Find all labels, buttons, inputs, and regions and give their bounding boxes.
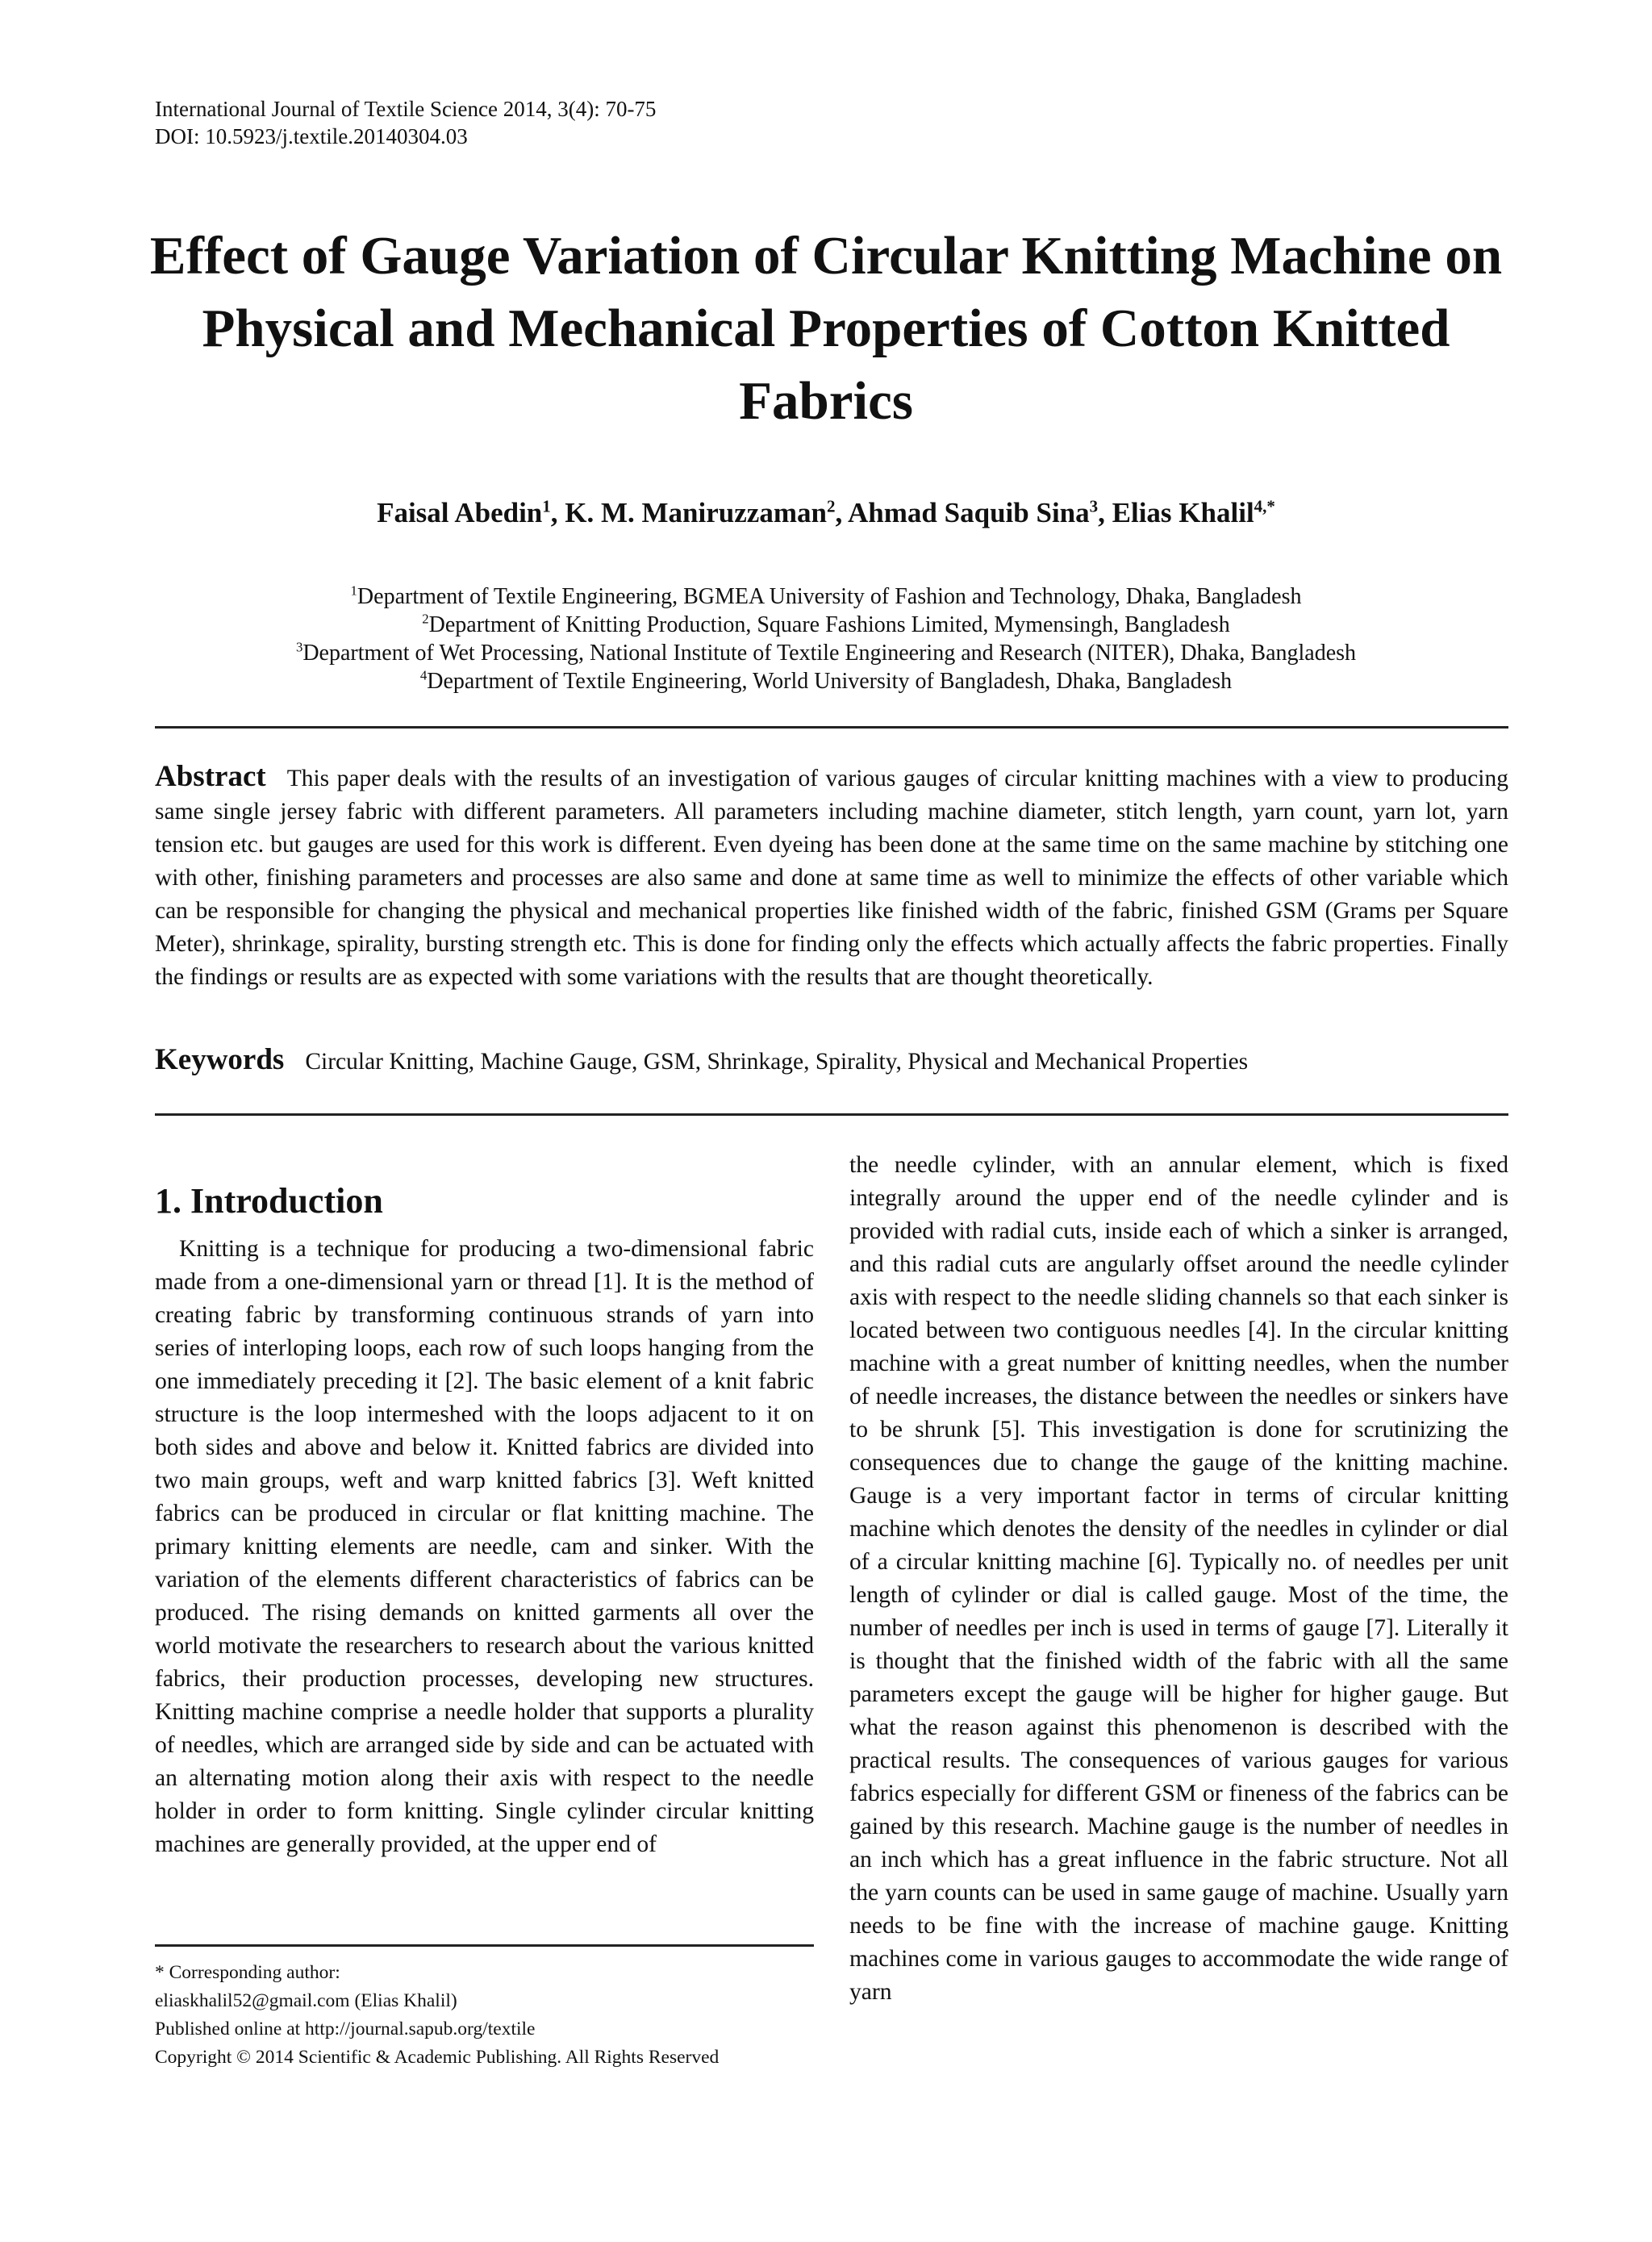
author-name: Faisal Abedin [377,497,543,528]
author-separator: , [835,497,849,528]
affiliation-text: Department of Wet Processing, National Institute of Textile Engineering and Research (NITER), Dhaka, Bangladesh [302,641,1357,666]
author-separator: , [1098,497,1112,528]
journal-header [155,95,656,150]
affiliation-text: Department of Textile Engineering, BGMEA University of Fashion and Technology, Dhaka, Bangladesh [357,584,1302,609]
keywords-block [155,1042,1508,1079]
paper-title: Effect of Gauge Variation of Circular Knitting Machine on Physical and Mechanical Properties of Cotton Knitted Fabrics [149,226,1503,431]
introduction-paragraph-right: the needle cylinder, with an annular element, which is fixed integrally around the upper end of the needle cylinder and is provided with radial cuts, inside each of which a sinker is arranged, and this radial cuts are angularly offset around the needle cylinder axis with respect to the needle sliding channels so that each sinker is located between two contiguous needles [4]. In the circular knitting machine with a great number of knitting needles, when the number of needle increases, the distance between the needles or sinkers have to be shrunk [5]. This investigation is done for scrutinizing the consequences due to change the gauge of the knitting machine. Gauge is a very important factor in terms of circular knitting machine which denotes the density of the needles in cylinder or dial of a circular knitting machine [6]. Typically no. of needles per unit length of cylinder or dial is called gauge. Most of the time, the number of needles per inch is used in terms of gauge [7]. Literally it is thought that the finished width of the fabric with all the same parameters except the gauge will be higher for higher gauge. But what the reason against this phenomenon is described with the practical results. The consequences of various gauges for various fabrics especially for different GSM or fineness of the fabrics can be gained by this research. Machine gauge is the number of needles in an inch which has a great influence in the fabric structure. Not all the yarn counts can be used in same gauge of machine. Usually yarn needs to be fine with the increase of machine gauge. Knitting machines come in various gauges to accommodate the wide range of yarn [849,1152,1508,2005]
author-list [121,495,1531,531]
affiliation-text: Department of Knitting Production, Square Fashions Limited, Mymensingh, Bangladesh [428,612,1230,637]
top-divider [155,726,1508,729]
affiliation-sup: 2 [422,611,429,627]
author-name: Elias Khalil [1112,497,1254,528]
abstract-text: This paper deals with the results of an investigation of various gauges of circular knitting machines with a view to producing same single jersey fabric with different parameters. All parameters including machine diameter, stitch length, yarn count, yarn lot, yarn tension etc. but gauges are used for this work is different. Even dyeing has been done at the same time on the same machine by stitching one with other, finishing parameters and processes are also same and done at same time as well to minimize the effects of other variable which can be responsible for changing the physical and mechanical properties like finished width of the fabric, finished GSM (Grams per Square Meter), shrinkage, spirality, bursting strength etc. This is done for finding only the effects which actually affects the fabric properties. Finally the findings or results are as expected with some variations with the results that are thought theoretically. [155,766,1508,990]
author-separator: , [550,497,565,528]
affiliation-item [121,611,1531,639]
journal-citation: International Journal of Textile Science 2014, 3(4): 70-75 [155,97,657,121]
affiliation-item [121,667,1531,695]
author-sup: 1 [542,496,551,516]
published-online-line: Published online at http://journal.sapub.org/textile [155,2019,536,2040]
abstract-block [155,760,1508,994]
author-email: eliaskhalil52@gmail.com (Elias Khalil) [155,1990,457,2011]
right-column [849,1149,1508,2009]
left-column [155,1179,814,1861]
affiliation-sup: 1 [350,582,357,599]
corresponding-author-label: * Corresponding author: [155,1962,340,1983]
author-sup: 4,* [1254,496,1275,516]
affiliation-item [121,639,1531,667]
introduction-paragraph-left: Knitting is a technique for producing a two-dimensional fabric made from a one-dimensional yarn or thread [1]. It is the method of creating fabric by transforming continuous strands of yarn into series of interloping loops, each row of such loops hanging from the one immediately preceding it [2]. The basic element of a knit fabric structure is the loop intermeshed with the loops adjacent to it on both sides and above and below it. Knitted fabrics are divided into two main groups, weft and warp knitted fabrics [3]. Weft knitted fabrics can be produced in circular or flat knitting machine. The primary knitting elements are needle, cam and sinker. With the variation of the elements different characteristics of fabrics can be produced. The rising demands on knitted garments all over the world motivate the researchers to research about the various knitted fabrics, their production processes, developing new structures. Knitting machine comprise a needle holder that supports a plurality of needles, which are arranged side by side and can be actuated with an alternating motion along their axis with respect to the needle holder in order to form knitting. Single cylinder circular knitting machines are generally provided, at the upper end of [155,1236,814,1857]
section-heading-introduction: 1. Introduction [155,1181,383,1221]
keywords-label: Keywords [155,1043,285,1076]
affiliation-list [121,582,1531,695]
author-sup: 3 [1089,496,1099,516]
doi-line: DOI: 10.5923/j.textile.20140304.03 [155,124,468,148]
author-sup: 2 [826,496,836,516]
abstract-label: Abstract [155,760,266,793]
affiliation-text: Department of Textile Engineering, World University of Bangladesh, Dhaka, Bangladesh [427,669,1233,694]
footnote-divider [155,1944,814,1947]
bottom-divider [155,1113,1508,1116]
author-name: K. M. Maniruzzaman [565,497,827,528]
affiliation-sup: 3 [295,639,303,655]
author-name: Ahmad Saquib Sina [848,497,1090,528]
keywords-text: Circular Knitting, Machine Gauge, GSM, Shrinkage, Spirality, Physical and Mechanical Properties [305,1049,1249,1075]
copyright-line: Copyright © 2014 Scientific & Academic Publishing. All Rights Reserved [155,2047,720,2068]
affiliation-sup: 4 [419,667,428,683]
affiliation-item [121,582,1531,611]
footnotes [155,1959,832,2072]
